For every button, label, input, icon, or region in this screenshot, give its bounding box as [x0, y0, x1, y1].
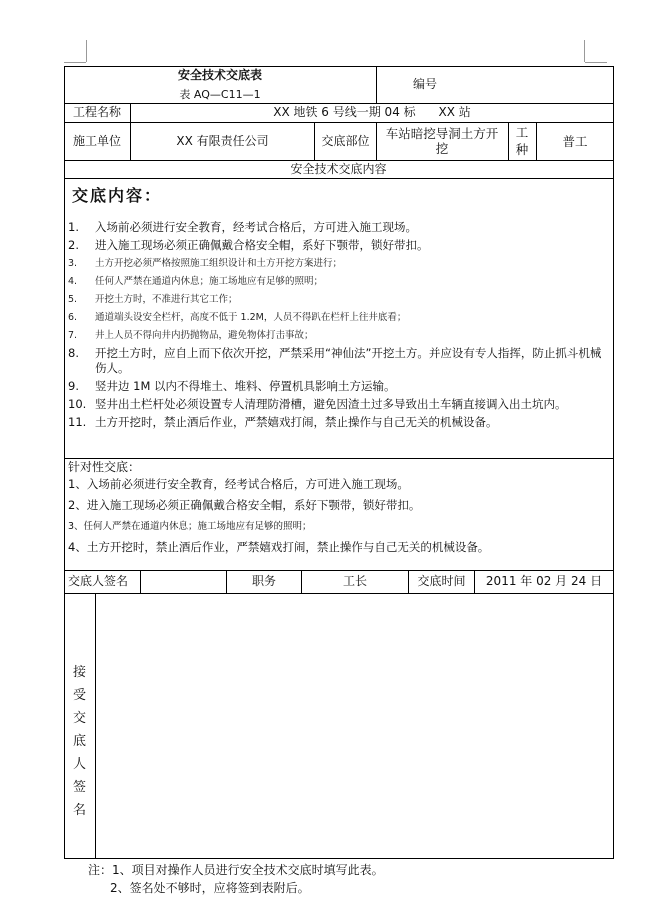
receiver-label-char: 签	[72, 780, 86, 795]
receiver-label-char: 交	[72, 711, 86, 726]
position-value: 工长	[342, 574, 367, 588]
targeted-line: 2、进入施工现场必须正确佩戴合格安全帽，系好下颚带，锁好带扣。	[68, 498, 421, 512]
signer-value[interactable]	[141, 570, 226, 593]
safety-item-text: 井上人员不得向井内扔抛物品，避免物体打击事故；	[95, 330, 314, 341]
safety-items	[68, 220, 608, 433]
project-label: 工程名称	[72, 105, 121, 119]
receiver-label-char: 底	[72, 734, 86, 749]
safety-item	[68, 328, 608, 343]
safety-item-number: 10.	[68, 397, 87, 411]
safety-item	[68, 256, 608, 271]
position-label: 职务	[251, 574, 276, 588]
signer-label: 交底人签名	[68, 574, 129, 588]
safety-item-text: 任何人严禁在通道内休息；施工场地应有足够的照明；	[95, 276, 324, 287]
safety-item-number: 3.	[68, 258, 78, 269]
targeted-line: 1、入场前必须进行安全教育，经考试合格后，方可进入施工现场。	[68, 477, 409, 491]
safety-item-text: 入场前必须进行安全教育，经考试合格后，方可进入施工现场。	[95, 220, 417, 234]
form-title: 安全技术交底表	[177, 67, 262, 82]
targeted-lines	[68, 477, 608, 561]
safety-item-number: 8.	[68, 346, 79, 360]
part-value: 车站暗挖导洞土方开挖	[385, 126, 499, 156]
safety-item-number: 6.	[68, 312, 78, 323]
receiver-label-char: 人	[72, 757, 86, 772]
number-value[interactable]	[473, 66, 613, 103]
trade-value: 普工	[562, 133, 588, 149]
receiver-label	[64, 664, 95, 825]
receiver-signature-area[interactable]	[96, 594, 613, 858]
safety-item-text: 竖井边 1M 以内不得堆土、堆料、停置机具影响土方运输。	[95, 379, 396, 393]
safety-item-text: 进入施工现场必须正确佩戴合格安全帽，系好下颚带，锁好带扣。	[95, 238, 429, 252]
safety-item-text: 土方开挖必须严格按照施工组织设计和土方开挖方案进行；	[95, 258, 343, 269]
safety-item-number: 4.	[68, 276, 78, 287]
time-value: 2011 年 02 月 24 日	[485, 574, 603, 588]
targeted-line: 4、土方开挖时，禁止酒后作业，严禁嬉戏打闹，禁止操作与自己无关的机械设备。	[68, 540, 490, 554]
part-label: 交底部位	[321, 133, 370, 148]
form-number: 表 AQ—C11—1	[179, 87, 261, 101]
note-line-1: 注：1、项目对操作人员进行安全技术交底时填写此表。	[88, 863, 384, 877]
safety-item	[68, 292, 608, 307]
content-title: 安全技术交底内容	[290, 161, 387, 176]
unit-value: XX 有限责任公司	[176, 133, 269, 148]
receiver-label-char: 名	[72, 803, 86, 818]
safety-item	[68, 346, 608, 376]
trade-label: 工种	[515, 125, 529, 157]
targeted-title: 针对性交底：	[68, 460, 141, 474]
targeted-line: 3、任何人严禁在通道内休息；施工场地应有足够的照明；	[68, 521, 312, 532]
safety-item-text: 开挖土方时，不准进行其它工作；	[95, 294, 238, 305]
crop-mark	[86, 40, 87, 62]
safety-item-text: 开挖土方时，应自上而下依次开挖，严禁采用“神仙法”开挖土方。并应设有专人指挥，防止抓斗机械伤人。	[95, 346, 602, 375]
safety-item-number: 2.	[68, 238, 79, 252]
safety-item	[68, 310, 608, 325]
receiver-label-char: 受	[72, 688, 86, 703]
safety-item	[68, 274, 608, 289]
safety-item-number: 9.	[68, 379, 79, 393]
receiver-label-char: 接	[72, 665, 86, 680]
project-value: XX 地铁 6 号线一期 04 标 XX 站	[273, 105, 471, 119]
crop-mark	[585, 62, 607, 63]
safety-item-number: 7.	[68, 330, 78, 341]
safety-item	[68, 415, 608, 430]
safety-item	[68, 397, 608, 412]
crop-mark	[64, 62, 86, 63]
safety-item-number: 5.	[68, 294, 78, 305]
content-heading: 交底内容：	[72, 186, 163, 205]
safety-item-text: 通道端头设安全栏杆，高度不低于 1.2M，人员不得趴在栏杆上往井底看；	[95, 312, 407, 323]
unit-label: 施工单位	[72, 133, 121, 148]
note-line-2: 2、签名处不够时，应将签到表附后。	[110, 881, 310, 895]
safety-item-number: 11.	[68, 415, 87, 429]
safety-item	[68, 379, 608, 394]
crop-mark	[584, 40, 585, 62]
safety-item	[68, 238, 608, 253]
safety-item-text: 竖井出土栏杆处必须设置专人清理防滑槽，避免因渣土过多导致出土车辆直接调入出土坑内。	[95, 397, 567, 411]
safety-item-number: 1.	[68, 220, 79, 234]
safety-item-text: 土方开挖时，禁止酒后作业，严禁嬉戏打闹，禁止操作与自己无关的机械设备。	[95, 415, 498, 429]
safety-item	[68, 220, 608, 235]
time-label: 交底时间	[417, 574, 466, 588]
form-title-block	[64, 66, 376, 103]
number-label: 编号	[412, 77, 437, 91]
